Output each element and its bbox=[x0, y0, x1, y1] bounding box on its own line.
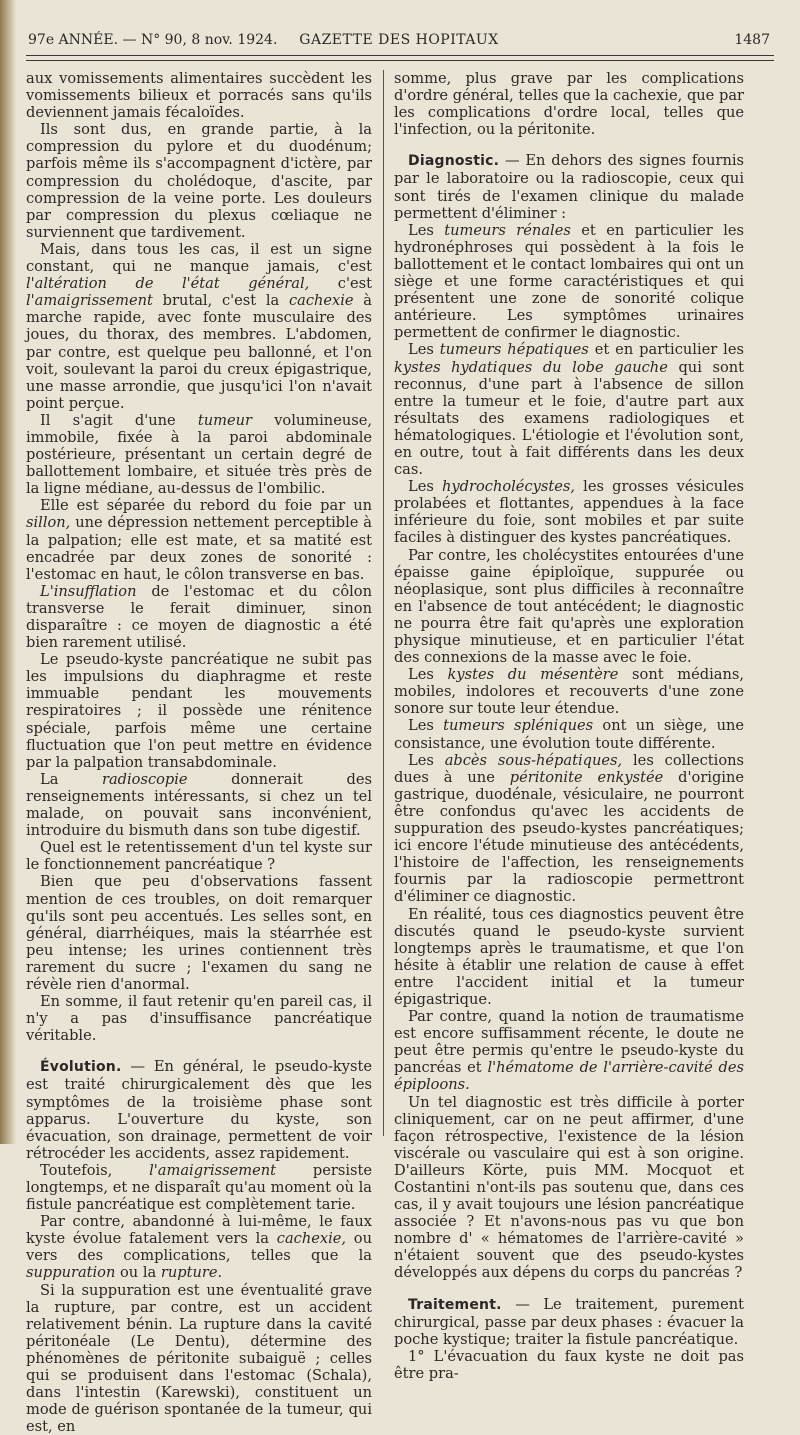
header-rule-thin bbox=[26, 60, 774, 61]
paragraph: Toutefois, l'amaigrissement persiste longtemps, et ne disparaît qu'au moment où la fistule pancréatique est complètement tarie. bbox=[26, 1161, 372, 1214]
paragraph: La radioscopie donnerait des renseignements intéressants, si chez un tel malade, on pouvait sans inconvénient, introduire du bismuth dans son tube digestif. bbox=[26, 770, 372, 840]
evolution-section: Évolution. — En général, le pseudo-kyste est traité chirurgicalement dès que les symptômes de la troisième phase sont apparus. L'ouverture du kyste, son évacuation, son drainage, permettent de voir rétrocéder les accidents, assez rapidement. bbox=[26, 1058, 372, 1162]
paragraph: Elle est séparée du rebord du foie par un sillon, une dépression nettement perceptible à la palpation; elle est mate, et sa matité est encadrée par deux zones de sonorité : l'estomac en haut, le côlon transverse en bas. bbox=[26, 497, 372, 583]
traitement-section: Traitement. — Le traitement, purement chirurgical, passe par deux phases : évacuer la poche kystique; traiter la fistule pancréatique. bbox=[394, 1295, 744, 1348]
page-number: 1487 bbox=[734, 32, 770, 48]
paragraph: 1° L'évacuation du faux kyste ne doit pas être pra- bbox=[394, 1347, 744, 1382]
paragraph: Par contre, les cholécystites entourées d'une épaisse gaine épiploïque, suppurée ou néoplasique, sont plus difficiles à reconnaître en l'absence de tout antécédent; le diagnostic ne pourra être fait qu'après une exploration physique minutieuse, et en particulier l'état des connexions de la masse avec le foie. bbox=[394, 546, 744, 667]
column-divider bbox=[383, 70, 384, 1136]
section-heading-evolution: Évolution. bbox=[40, 1059, 122, 1076]
section-heading-traitement: Traitement. bbox=[408, 1296, 502, 1313]
paragraph: Il s'agit d'une tumeur volumineuse, immobile, fixée à la paroi abdominale postérieure, présentant un certain degré de ballottement lombaire, et située très près de la ligne médiane, au-dessus de l'ombilic. bbox=[26, 411, 372, 498]
paragraph: Bien que peu d'observations fassent mention de ces troubles, on doit remarquer qu'ils sont peu accentués. Les selles sont, en général, diarrhéiques, mais la stéarrhée est peu intense; les urines contiennent très rarement du sucre ; l'examen du sang ne révèle rien d'anormal. bbox=[26, 873, 372, 993]
paragraph: Les abcès sous-hépatiques, les collections dues à une péritonite enkystée d'origine gastrique, duodénale, vésiculaire, ne pourront être confondus qu'avec les accidents de suppuration des pseudo-kystes pancréatiques; ici encore l'étude minutieuse des antécédents, l'histoire de l'affection, les renseignements fournis par la radioscopie permettront d'éliminer ce diagnostic. bbox=[394, 751, 745, 906]
paragraph: Par contre, quand la notion de traumatisme est encore suffisamment récente, le doute ne peut être permis qu'entre le pseudo-kyste du pancréas et l'hématome de l'arrière-cavité des épiploons. bbox=[394, 1008, 744, 1094]
journal-title: GAZETTE DES HOPITAUX bbox=[299, 32, 499, 48]
paragraph: Si la suppuration est une éventualité grave la rupture, par contre, est un accident relativement bénin. La rupture dans la cavité péritonéale (Le Dentu), détermine des phénomènes de péritonite subaiguë ; celles qui se produisent dans l'estomac (Schala), dans l'intestin (Karewski), constituent un mode de guérison spontanée de la tumeur, qui est, en bbox=[26, 1281, 372, 1435]
paragraph: somme, plus grave par les complications d'ordre général, telles que la cachexie, que par les complications d'ordre local, telles que l'infection, ou la péritonite. bbox=[394, 70, 744, 139]
paragraph: Les tumeurs spléniques ont un siège, une consistance, une évolution toute différente. bbox=[394, 717, 745, 752]
left-column bbox=[26, 70, 372, 1435]
paragraph: Ils sont dus, en grande partie, à la compression du pylore et du duodénum; parfois même ils s'accompagnent d'ictère, par compression du cholédoque, d'ascite, par compression de la veine porte. Les douleurs par compression du plexus cœliaque ne surviennent que tardivement. bbox=[26, 121, 372, 241]
header-rule-thick bbox=[26, 55, 774, 56]
running-header bbox=[28, 22, 770, 50]
paragraph: Quel est le retentissement d'un tel kyste sur le fonctionnement pancréatique ? bbox=[26, 839, 372, 874]
paragraph: En réalité, tous ces diagnostics peuvent être discutés quand le pseudo-kyste survient longtemps après le traumatisme, et que l'on hésite à établir une relation de cause à effet entre l'accident initial et la tumeur épigastrique. bbox=[394, 905, 744, 1008]
section-heading-diagnostic: Diagnostic. bbox=[408, 153, 500, 170]
page-edge-shadow bbox=[0, 0, 16, 1144]
paragraph: Un tel diagnostic est très difficile à porter cliniquement, car on ne peut affirmer, d'une façon rétrospective, l'existence de la lésion viscérale ou vasculaire qui est à son origine. D'ailleurs Körte, puis MM. Mocquot et Costantini n'ont-ils pas soutenu que, dans ces cas, il y avait toujours une lésion pancréatique associée ? Et n'avons-nous pas vu que bon nombre d' « hématomes de l'arrière-cavité » n'étaient souvent que des pseudo-kystes développés aux dépens du corps du pancréas ? bbox=[394, 1093, 744, 1282]
right-column bbox=[394, 70, 745, 1382]
paragraph: Les hydrocholécystes, les grosses vésicules prolabées et flottantes, appendues à la face inférieure du foie, sont mobiles et par suite faciles à distinguer des kystes pancréatiques. bbox=[394, 478, 744, 547]
paragraph: Les tumeurs rénales et en particulier les hydronéphroses qui possèdent à la fois le ballottement et le contact lombaires qui ont un siège et une forme caractéristiques et qui présentent une zone de sonorité colique antérieure. Les symptômes urinaires permettent de confirmer le diagnostic. bbox=[394, 221, 744, 342]
issue-info: 97e ANNÉE. — N° 90, 8 nov. 1924. bbox=[28, 32, 278, 48]
paragraph: Par contre, abandonné à lui-même, le faux kyste évolue fatalement vers la cachexie, ou vers des complications, telles que la suppuration ou la rupture. bbox=[26, 1213, 372, 1282]
paragraph: Mais, dans tous les cas, il est un signe constant, qui ne manque jamais, c'est l'altération de l'état général, c'est l'amaigrissement brutal, c'est la cachexie à marche rapide, avec fonte musculaire des joues, du thorax, des membres. L'abdomen, par contre, est quelque peu ballonné, et l'on voit, soulevant la paroi du creux épigastrique, une masse arrondie, que jusqu'ici l'on n'avait point perçue. bbox=[26, 240, 372, 412]
paragraph: L'insufflation de l'estomac et du côlon transverse le ferait diminuer, sinon disparaître : ce moyen de diagnostic a été bien rarement utilisé. bbox=[26, 582, 372, 652]
paragraph: En somme, il faut retenir qu'en pareil cas, il n'y a pas d'insuffisance pancréatique véritable. bbox=[26, 993, 372, 1045]
paragraph: Le pseudo-kyste pancréatique ne subit pas les impulsions du diaphragme et reste immuable pendant les mouvements respiratoires ; il possède une rénitence spéciale, parfois même une certaine fluctuation que l'on peut mettre en évidence par la palpation transabdominale. bbox=[26, 651, 372, 771]
paragraph: Les tumeurs hépatiques et en particulier les kystes hydatiques du lobe gauche qui sont reconnus, d'une part à l'absence de sillon entre la tumeur et le foie, d'autre part aux résultats des examens radiologiques et hématologiques. L'étiologie et l'évolution sont, en outre, tout à fait différents dans les deux cas. bbox=[394, 341, 744, 479]
paragraph: Les kystes du mésentère sont médians, mobiles, indolores et recouverts d'une zone sonore sur toute leur étendue. bbox=[394, 666, 744, 718]
diagnostic-section: Diagnostic. — En dehors des signes fournis par le laboratoire ou la radioscopie, ceux qui sont tirés de l'examen clinique du malade permettent d'éliminer : bbox=[394, 152, 744, 222]
paragraph: aux vomissements alimentaires succèdent les vomissements bilieux et porracés sans qu'ils deviennent jamais fécaloïdes. bbox=[26, 70, 372, 122]
